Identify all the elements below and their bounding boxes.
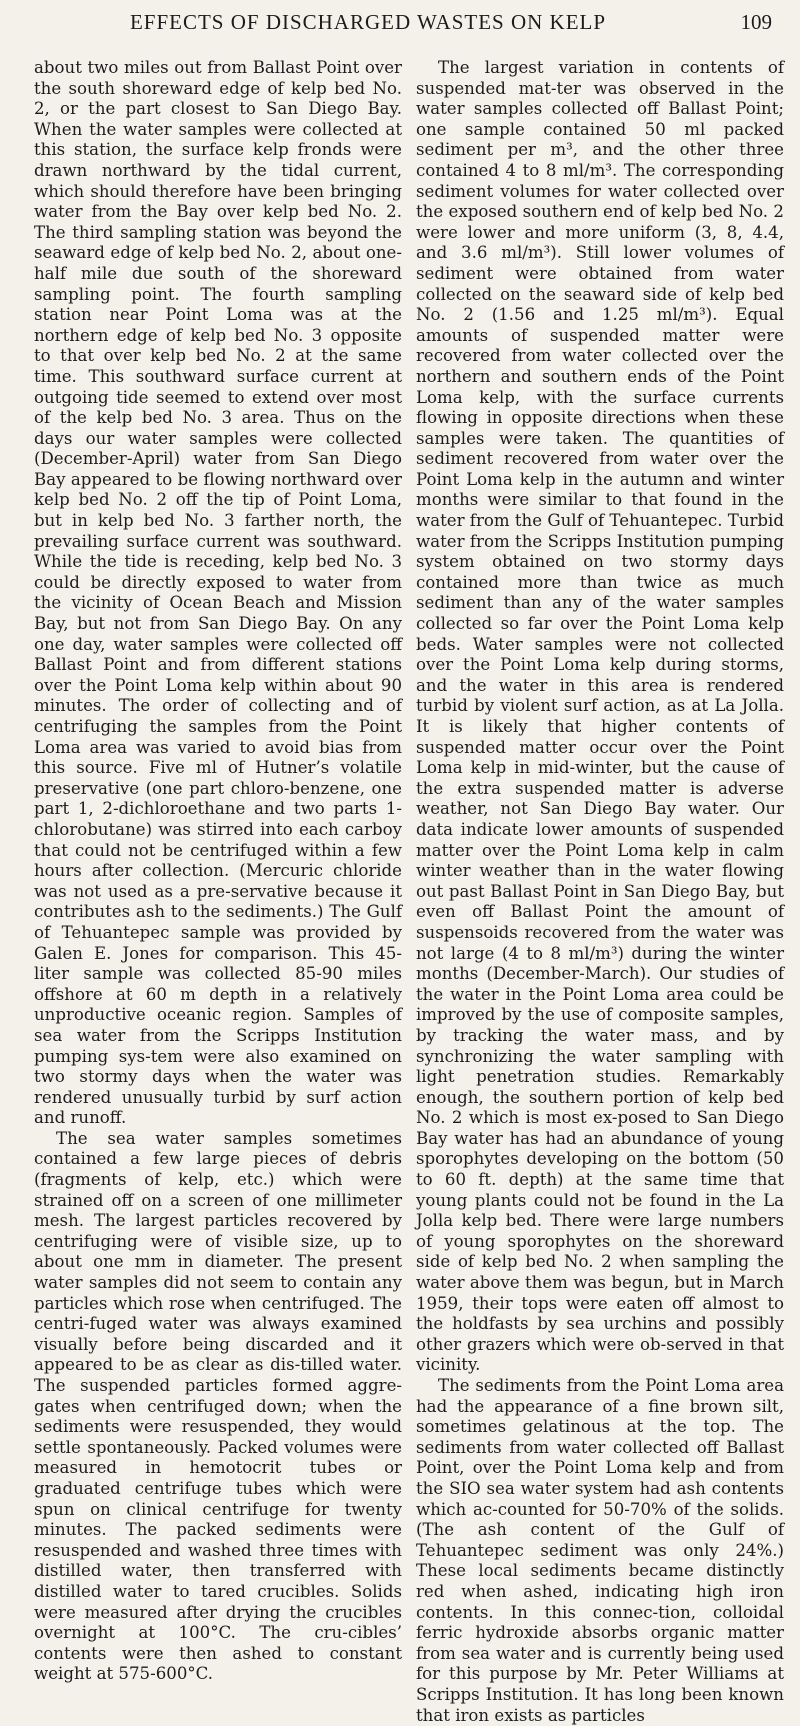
page-number: 109 <box>740 10 772 34</box>
paragraph: The largest variation in contents of suspended mat-ter was observed in the water samples collected off Ballast Point; one sample contained 50 ml packed sediment per m³, and the other three contained 4 to 8 ml/m³. The corresponding sediment volumes for water collected over the exposed southern end of kelp bed No. 2 were lower and more uniform (3, 8, 4.4, and 3.6 ml/m³). Still lower volumes of sediment were obtained from water collected on the seaward side of kelp bed No. 2 (1.56 and 1.25 ml/m³). Equal amounts of suspended matter were recovered from water collected over the northern and southern ends of the Point Loma kelp, with the surface currents flowing in opposite directions when these samples were taken. The quantities of sediment recovered from water over the Point Loma kelp in the autumn and winter months were similar to that found in the water from the Gulf of Tehuantepec. Turbid water from the Scripps Institution pumping system obtained on two stormy days contained more than twice as much sediment than any of the water samples collected so far over the Point Loma kelp beds. Water samples were not collected over the Point Loma kelp during storms, and the water in this area is rendered turbid by violent surf action, as at La Jolla. It is likely that higher contents of suspended matter occur over the Point Loma kelp in mid-winter, but the cause of the extra suspended matter is adverse weather, not San Diego Bay water. Our data indicate lower amounts of suspended matter over the Point Loma kelp in calm winter weather than in the water flowing out past Ballast Point in San Diego Bay, but even off Ballast Point the amount of suspensoids recovered from the water was not large (4 to 8 ml/m³) during the winter months (December-March). Our studies of the water in the Point Loma area could be improved by the use of composite samples, by tracking the water mass, and by synchronizing the water sampling with light penetration studies. Remarkably enough, the southern portion of kelp bed No. 2 which is most ex-posed to San Diego Bay water has had an abundance of young sporophytes developing on the bottom (50 to 60 ft. depth) at the same time that young plants could not be found in the La Jolla kelp bed. There were large numbers of young sporophytes on the shoreward side of kelp bed No. 2 when sampling the water above them was begun, but in March 1959, their tops were eaten off almost to the holdfasts by sea urchins and possibly other grazers which were ob-served in that vicinity. <box>416 58 784 1375</box>
page-header <box>24 10 772 42</box>
paragraph: about two miles out from Ballast Point over the south shoreward edge of kelp bed No. 2, or the part closest to San Diego Bay. When the water samples were collected at this station, the surface kelp fronds were drawn northward by the tidal current, which should therefore have been bringing water from the Bay over kelp bed No. 2. The third sampling station was beyond the seaward edge of kelp bed No. 2, about one-half mile due south of the shoreward sampling point. The fourth sampling station near Point Loma was at the northern edge of kelp bed No. 3 opposite to that over kelp bed No. 2 at the same time. This southward surface current at outgoing tide seemed to extend over most of the kelp bed No. 3 area. Thus on the days our water samples were collected (December-April) water from San Diego Bay appeared to be flowing northward over kelp bed No. 2 off the tip of Point Loma, but in kelp bed No. 3 farther north, the prevailing surface current was southward. While the tide is receding, kelp bed No. 3 could be directly exposed to water from the vicinity of Ocean Beach and Mission Bay, but not from San Diego Bay. On any one day, water samples were collected off Ballast Point and from different stations over the Point Loma kelp within about 90 minutes. The order of collecting and of centrifuging the samples from the Point Loma area was varied to avoid bias from this source. Five ml of Hutner’s volatile preservative (one part chloro-benzene, one part 1, 2-dichloroethane and two parts 1-chlorobutane) was stirred into each carboy that could not be centrifuged within a few hours after collection. (Mercuric chloride was not used as a pre-servative because it contributes ash to the sediments.) The Gulf of Tehuantepec sample was provided by Galen E. Jones for comparison. This 45-liter sample was collected 85-90 miles offshore at 60 m depth in a relatively unproductive oceanic region. Samples of sea water from the Scripps Institution pumping sys-tem were also examined on two stormy days when the water was rendered unusually turbid by surf action and runoff. <box>34 58 402 1128</box>
running-title: EFFECTS OF DISCHARGED WASTES ON KELP <box>129 10 607 34</box>
right-column <box>416 58 784 1726</box>
paragraph: The sediments from the Point Loma area had the appearance of a fine brown silt, sometimes gelatinous at the top. The sediments from water collected off Ballast Point, over the Point Loma kelp and from the SIO sea water system had ash contents which ac-counted for 50-70% of the solids. (The ash content of the Gulf of Tehuantepec sediment was only 24%.) These local sediments became distinctly red when ashed, indicating high iron contents. In this connec-tion, colloidal ferric hydroxide absorbs organic matter from sea water and is currently being used for this purpose by Mr. Peter Williams at Scripps Institution. It has long been known that iron exists as particles <box>416 1376 784 1725</box>
left-column <box>34 58 402 1685</box>
paragraph: The sea water samples sometimes contained a few large pieces of debris (fragments of kelp, etc.) which were strained off on a screen of one millimeter mesh. The largest particles recovered by centrifuging were of visible size, up to about one mm in diameter. The present water samples did not seem to contain any particles which rose when centrifuged. The centri-fuged water was always examined visually before being discarded and it appeared to be as clear as dis-tilled water. The suspended particles formed aggre-gates when centrifuged down; when the sediments were resuspended, they would settle spontaneously. Packed volumes were measured in hemotocrit tubes or graduated centrifuge tubes which were spun on clinical centrifuge for twenty minutes. The packed sediments were resuspended and washed three times with distilled water, then transferred with distilled water to tared crucibles. Solids were measured after drying the crucibles overnight at 100°C. The cru-cibles’ contents were then ashed to constant weight at 575-600°C. <box>34 1128 402 1684</box>
